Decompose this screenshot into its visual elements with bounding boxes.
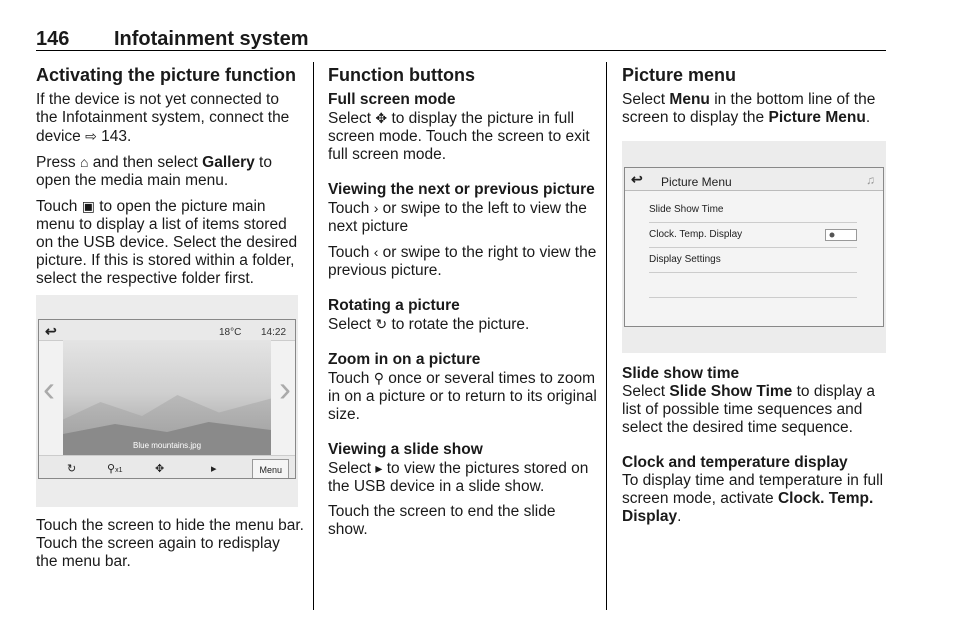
- paragraph: Touch the screen to hide the menu bar. Touch the screen again to redisplay the menu bar.: [36, 517, 304, 570]
- rotate-icon[interactable]: ↻: [67, 463, 77, 475]
- screen-bottom-bar: [39, 455, 295, 478]
- page-title: Infotainment system: [114, 28, 309, 50]
- music-icon[interactable]: ♫: [866, 173, 875, 187]
- subsection-title: Viewing a slide show: [328, 441, 483, 458]
- screen-top-bar: [39, 320, 295, 341]
- previous-chevron-icon[interactable]: ‹: [43, 368, 55, 409]
- slideshow-icon: ▸: [375, 460, 383, 476]
- menu-button[interactable]: Menu: [252, 459, 289, 479]
- displayed-picture[interactable]: [63, 340, 271, 458]
- paragraph: Touch ⚲ once or several times to zoom in on a picture or to return to its original size.: [328, 370, 597, 423]
- section-heading: Activating the picture function: [36, 65, 297, 85]
- device-screen: [38, 319, 296, 479]
- rotate-icon: ↻: [375, 316, 388, 332]
- picture-menu-screen-image: [622, 141, 886, 353]
- page-number: 146: [36, 28, 70, 50]
- paragraph: Touch › or swipe to the left to view the next picture: [328, 200, 587, 235]
- time-readout: 14:22: [261, 327, 287, 338]
- paragraph: Touch ‹ or swipe to the right to view the previous picture.: [328, 244, 597, 279]
- menu-row-display-settings[interactable]: Display Settings: [649, 248, 857, 273]
- toggle-switch[interactable]: [825, 229, 857, 241]
- device-screen: [624, 167, 884, 327]
- fullscreen-icon[interactable]: ✥: [155, 463, 165, 475]
- menu-row-clock-temp-display[interactable]: Clock. Temp. Display: [649, 223, 857, 248]
- home-icon: ⌂: [79, 154, 89, 170]
- temperature-readout: 18°C: [219, 327, 242, 338]
- screen-title: Picture Menu: [661, 175, 732, 189]
- paragraph: Touch the screen to end the slide show.: [328, 503, 556, 538]
- zoom-icon[interactable]: ⚲x1: [107, 463, 123, 475]
- fullscreen-icon: ✥: [375, 110, 388, 126]
- section-heading: Function buttons: [328, 65, 475, 85]
- menu-row-empty: [649, 273, 857, 298]
- subsection-title: Slide show time: [622, 365, 740, 382]
- paragraph: Select Menu in the bottom line of the screen to display the Picture Menu.: [622, 91, 876, 126]
- back-icon[interactable]: ↩: [631, 171, 643, 187]
- column-divider: [313, 62, 314, 610]
- paragraph: If the device is not yet connected to the Infotainment system, connect the device ⇨ 143.: [36, 91, 290, 145]
- picture-icon: ▣: [81, 198, 95, 214]
- next-chevron-icon: ›: [373, 200, 379, 216]
- column-divider: [606, 62, 607, 610]
- subsection-title: Clock and temperature display: [622, 454, 848, 471]
- previous-chevron-icon: ‹: [373, 244, 379, 260]
- column-1: [36, 64, 304, 578]
- next-chevron-icon[interactable]: ›: [279, 368, 291, 409]
- subsection-title: Zoom in on a picture: [328, 351, 481, 368]
- column-3: [622, 64, 888, 533]
- paragraph: Select ↻ to rotate the picture.: [328, 316, 530, 333]
- back-icon[interactable]: ↩: [45, 323, 57, 339]
- column-2: [328, 64, 598, 546]
- menu-row-slide-show-time[interactable]: Slide Show Time: [649, 198, 857, 223]
- paragraph: Select ✥ to display the picture in full screen mode. Touch the screen to exit full screen mode.: [328, 110, 590, 163]
- paragraph: To display time and temperature in full screen mode, activate Clock. Temp. Display.: [622, 472, 884, 525]
- section-heading: Picture menu: [622, 65, 737, 85]
- slideshow-icon[interactable]: ▸: [211, 463, 217, 475]
- paragraph: Select Slide Show Time to display a list of possible time sequences and select the desired time sequence.: [622, 383, 876, 436]
- picture-screen-image: [36, 295, 298, 507]
- paragraph: Press ⌂ and then select Gallery to open the media main menu.: [36, 154, 272, 189]
- picture-filename: Blue mountains.jpg: [133, 441, 202, 450]
- page-ref-icon: ⇨: [85, 128, 97, 144]
- subsection-title: Viewing the next or previous picture: [328, 181, 595, 198]
- page-header: [36, 28, 886, 51]
- subsection-title: Rotating a picture: [328, 297, 460, 314]
- zoom-icon: ⚲: [373, 370, 384, 386]
- subsection-title: Full screen mode: [328, 91, 456, 108]
- paragraph: Select ▸ to view the pictures stored on the USB device in a slide show.: [328, 460, 589, 495]
- screen-top-bar: [625, 168, 883, 191]
- paragraph: Touch ▣ to open the picture main menu to display a list of items stored on the USB device. Select the desired picture. If this is stored within a folder, select the respective folder first.: [36, 198, 298, 287]
